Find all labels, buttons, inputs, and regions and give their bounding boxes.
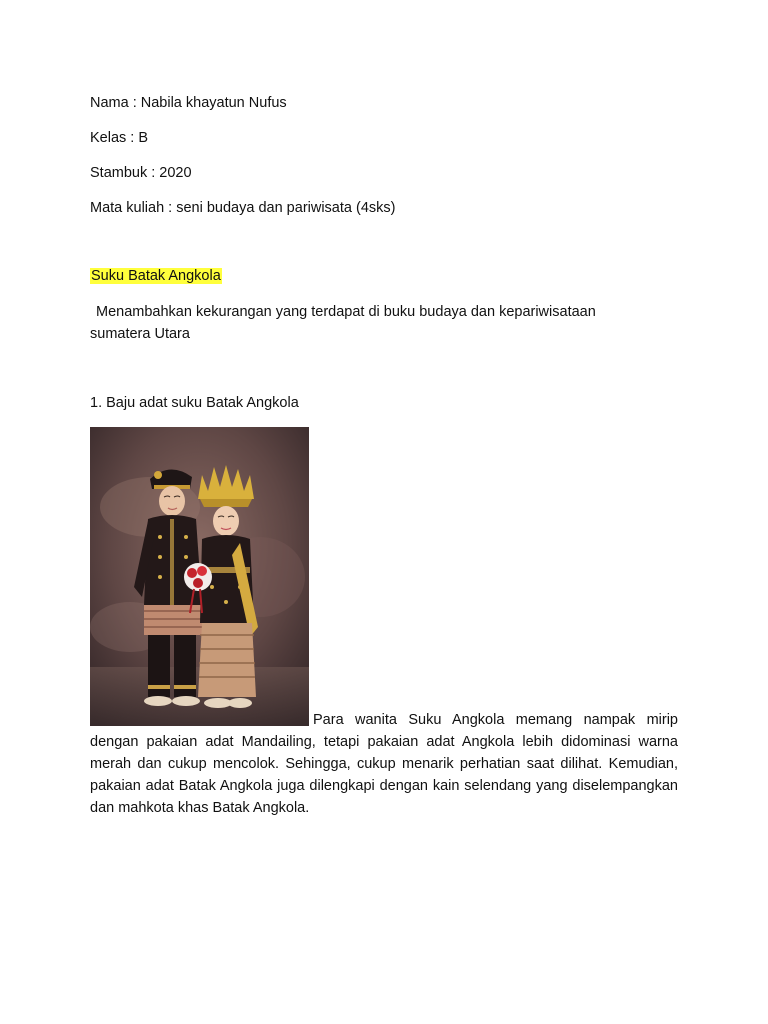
paragraph-body: dengan pakaian adat Mandailing, tetapi pakaian adat Angkola lebih didominasi warna merah dan cukup mencolok. Sehingga, cukup menarik perhatian saat dilihat. Kemudian, pakaian adat Batak Angkola juga dilengkapi dengan kain selendang yang diselempangkan dan mahkota khas Batak Angkola. (90, 734, 678, 816)
student-stambuk: Stambuk : 2020 (90, 165, 192, 181)
section-heading (90, 266, 222, 286)
paragraph-first-line: Para wanita Suku Angkola memang nampak mirip (313, 712, 678, 728)
item1-title: 1. Baju adat suku Batak Angkola (90, 395, 299, 411)
intro-paragraph (90, 301, 650, 345)
course-name: Mata kuliah : seni budaya dan pariwisata (4sks) (90, 200, 396, 216)
traditional-costume-photo (90, 427, 309, 726)
intro-text: Menambahkan kekurangan yang terdapat di buku budaya dan kepariwisataan sumatera Utara (90, 304, 596, 342)
student-name: Nama : Nabila khayatun Nufus (90, 95, 287, 111)
student-class: Kelas : B (90, 130, 149, 146)
section-heading-text: Suku Batak Angkola (91, 268, 221, 284)
